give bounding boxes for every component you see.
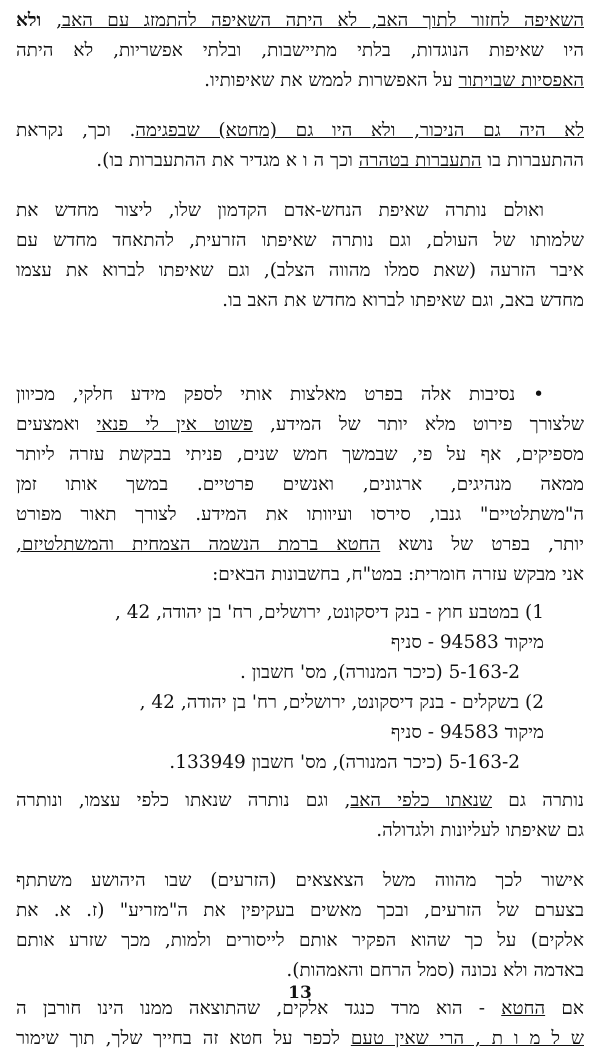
underlined-phrase: ש ל מ ו ת , הרי [428,1028,584,1049]
text-line: איבר הזרעה (שאת סמלו מהווה הצלב), וגם שאיפתו לברוא את עצמו [16,260,584,281]
text-line: האפסיות שבויתור על האפשרות לממש את שאיפותיו. [204,70,584,91]
text-line: מיקוד 94583 - סניף [390,632,544,653]
text-line: ממאה מנהיגים, ארגונים, ואנשים פרטיים. במשך אותו זמן [16,474,584,495]
text-line: מחדש באב, וגם שאיפתו לברוא מחדש את האב בו. [222,290,584,311]
text-line: לא היה גם הניכור, ולא היו גם (מחטא) שבפגימה. וכך, נקראת [16,120,584,141]
text-line: היו שאיפות הנוגדות, בלתי מתיישבות, ובלתי אפשריות, לא היתה [16,40,584,61]
text-line: באדמה ולא נכונה (סמל הרחם והאמהות). [286,960,584,981]
text-line: ההתעברות בו התעברות בטהרה וכך ה ו א מגדיר את ההתעברות בו). [96,150,584,171]
text-line: ה"משתלטיים" גנבו, סירסו ועיוותו את המידע. לצורך תאור מפורט [16,504,584,525]
paragraph-4 [16,380,584,410]
underlined-phrase: החטא ברמת הנשמה הצמחית והמשתלטיזם, [16,534,381,555]
underlined-phrase: האפסיות שבויתור [458,70,584,91]
text-line: גם שאיפתו לעליונות ולגדולה. [376,820,584,841]
account-number-line: 5-163-2 (כיכר המנורה), מס' חשבון . [239,662,520,683]
paragraph-9 [16,994,584,1054]
text-line: 2) בשקלים - בנק דיסקונט, ירושלים, רח' בן יהודה, 42 , [139,692,544,713]
text-line: השאיפה לחזור לתוך האב, לא היתה השאיפה להתמזג עם האב, ולא [16,10,584,31]
underlined-phrase: לא היה גם הניכור, ולא היו גם (מחטא) שבפגימה [135,120,584,141]
text-line: מיקוד 94583 - סניף [390,722,544,743]
paragraph-7 [16,786,584,846]
paragraph-8 [16,866,584,986]
text-line: ש ל מ ו ת , הרי שאין טעם לכפר על חטא זה בחייך שלך, תוך שימור [16,1028,584,1049]
text-line: ואולם נותרה שאיפת הנחש-אדם הקדמון שלו, ליצור מחדש את [16,200,544,221]
paragraph-1 [16,6,584,96]
text-line: נותרה גם שנאתו כלפי האב, וגם נותרה שנאתו כלפי עצמו, ונותרה [16,790,584,811]
account-1 [16,598,584,688]
account-number-line: 5-163-2 (כיכר המנורה), מס' חשבון 133949. [169,752,520,773]
text-line: אלקים) על כך שהוא הפקיר אותם לייסורים ולמות, מכך שזרע אותם [16,930,584,951]
underlined-phrase: החטא [501,998,546,1019]
underlined-phrase: התעברות בטהרה [358,150,482,171]
text-line: 1) במטבע חוץ - בנק דיסקונט, ירושלים, רח' בן יהודה, 42 , [114,602,544,623]
underlined-phrase: השאיפה לחזור לתוך האב, לא היתה השאיפה להתמזג עם האב, [56,10,584,31]
paragraph-2 [16,116,584,176]
underlined-phrase: שנאתו כלפי האב [350,790,493,811]
text-line: שלמותו של העולם, וגם נותרה שאיפתו הזרעית, להתאחד מחדש עם [16,230,584,251]
text-line: שלצורך פירוט מלא יותר של המידע, פשוט אין לי פנאי ואמצעים [16,414,584,435]
text-line: יותר, בפרט של נושא החטא ברמת הנשמה הצמחית והמשתלטיזם, [16,534,584,555]
account-2 [16,688,584,778]
text-line: • נסיבות אלה בפרט מאלצות אותי לספק מידע חלקי, מכיוון [16,384,544,405]
paragraph-3 [16,196,584,226]
text-line: אני מבקש עזרה חומרית: במט"ח, בחשבונות הבאים: [212,564,584,585]
text-line: אישור לכך מהווה משל הצאצאים (הזרעים) שבו היהושע משתתף [16,870,584,891]
text-line: אם החטא - הוא מרד כנגד אלקים, שהתוצאה ממנו הינו חורבן ה [16,998,584,1019]
underlined-phrase: פשוט אין לי פנאי [96,414,253,435]
underlined-phrase: שאין טעם [350,1028,429,1049]
text-line: בצערם של הזרעים, ובכך מאשים בעקיפין את ה"מזריע" (ז. א. את [16,900,584,921]
text-line: מספיקים, אף על פי, שבמשך חמש שנים, פניתי בבקשת עזרה ליותר [16,444,584,465]
page-number: 13 [288,983,312,1003]
